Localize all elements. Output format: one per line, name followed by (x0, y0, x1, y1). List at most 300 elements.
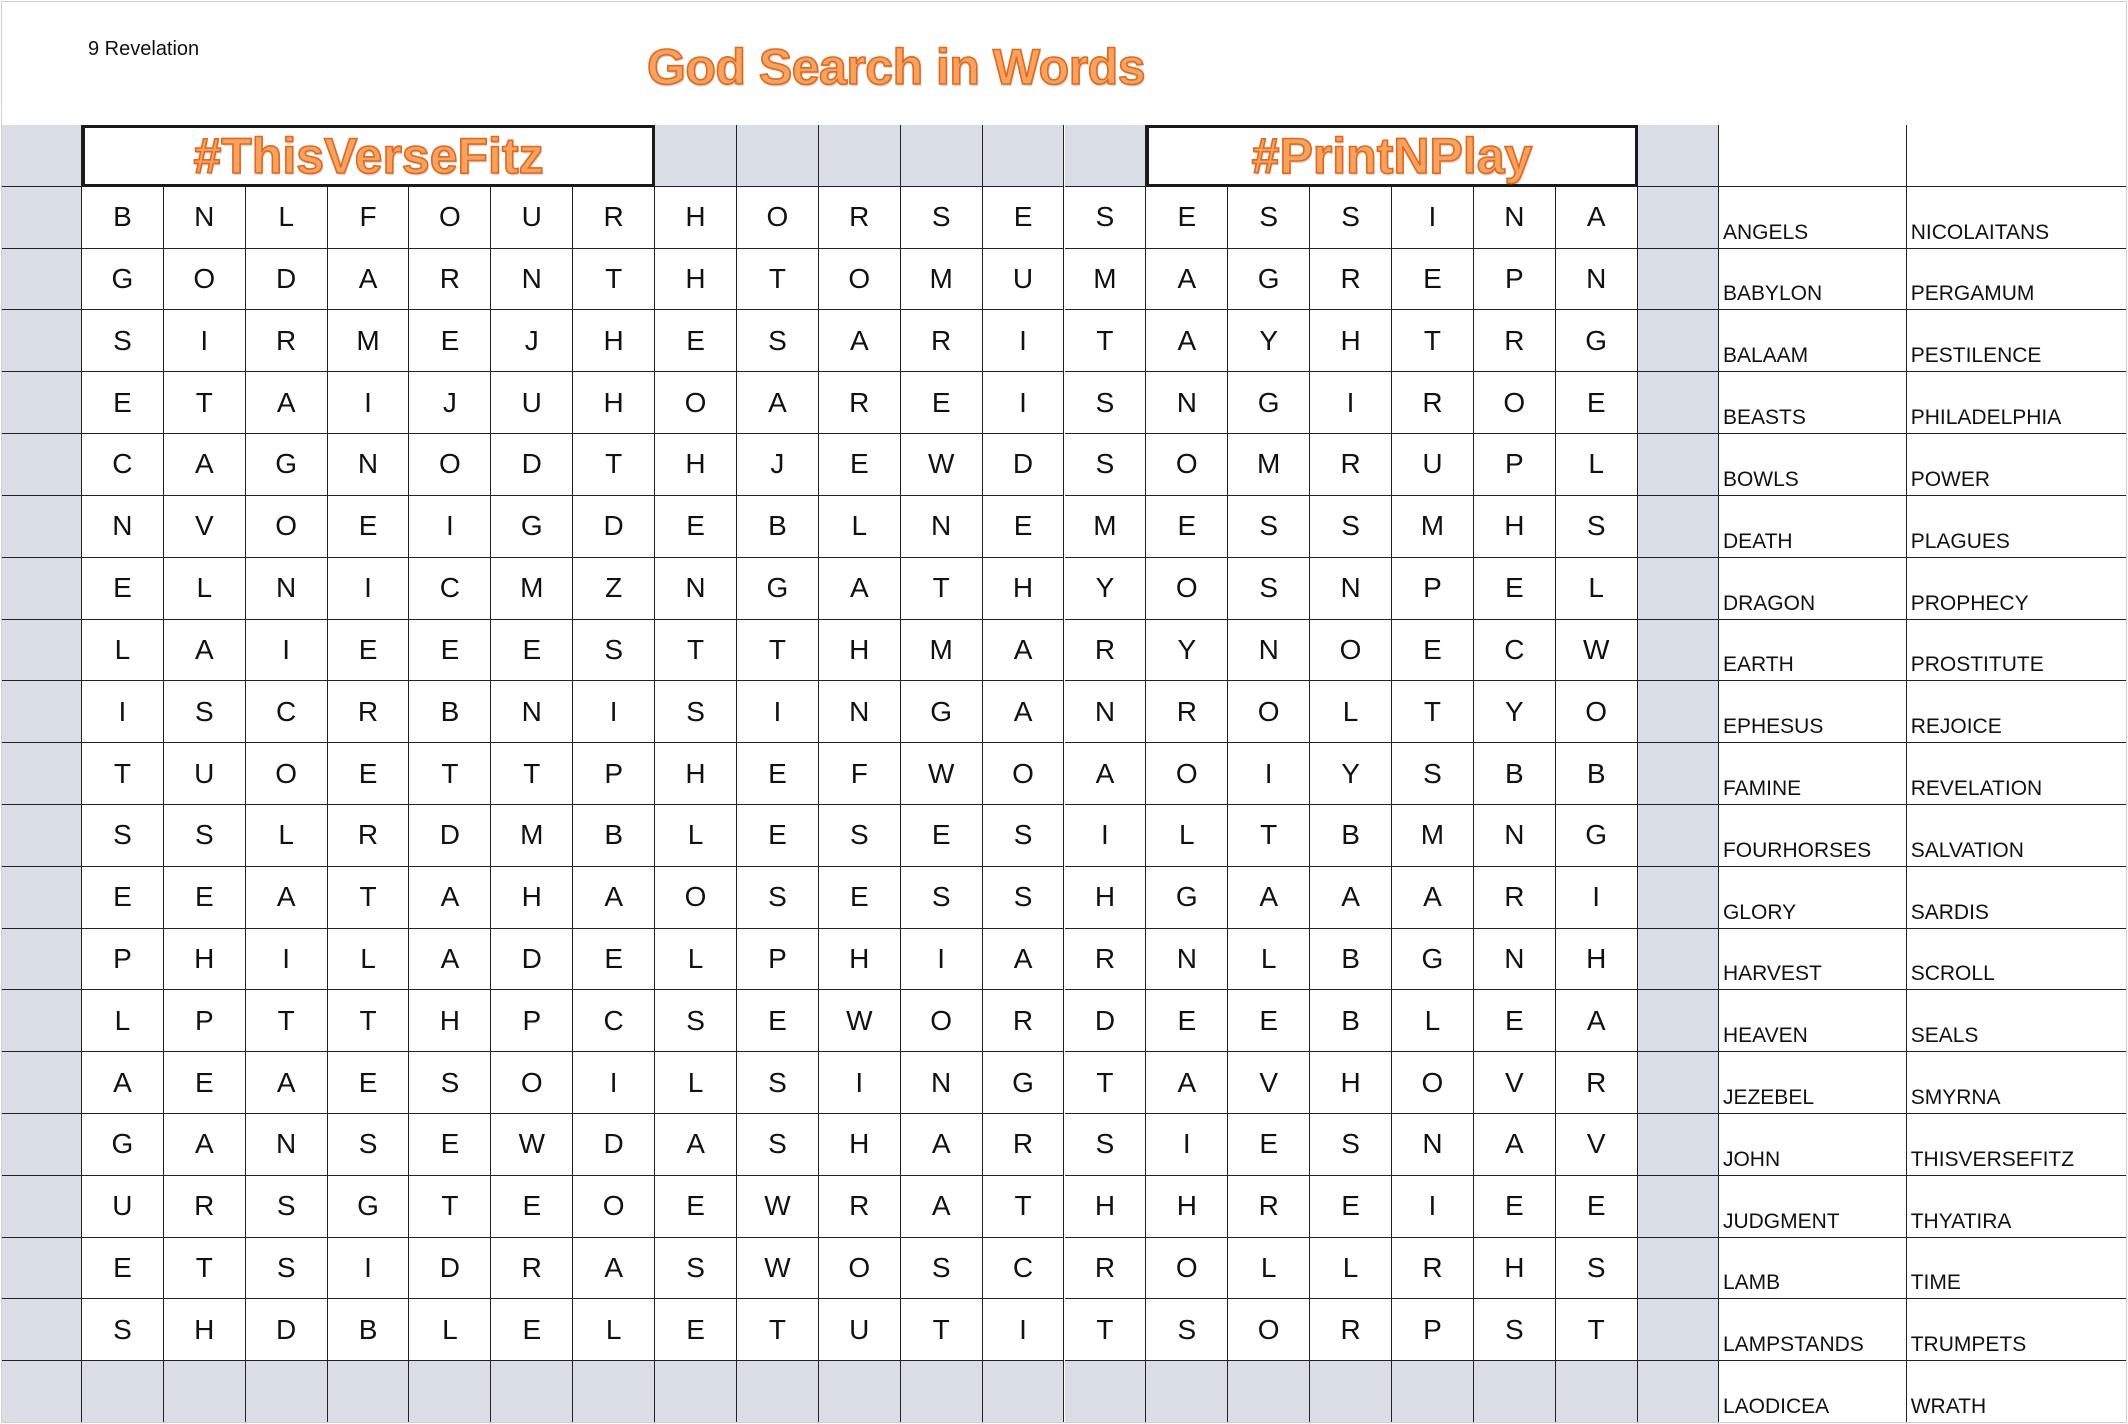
footer-cell (1474, 1361, 1556, 1423)
letter-cell: I (1310, 372, 1392, 434)
letter-cell: N (1146, 372, 1228, 434)
letter-cell: T (1065, 1052, 1147, 1114)
letter-cell: S (1228, 496, 1310, 558)
letter-cell: C (409, 558, 491, 620)
letter-cell: N (1146, 929, 1228, 991)
letter-cell: Y (1228, 310, 1310, 372)
letter-cell: B (1310, 929, 1392, 991)
letter-cell: M (1065, 496, 1147, 558)
letter-cell: M (1392, 805, 1474, 867)
letter-cell: R (819, 372, 901, 434)
footer-cell (573, 1361, 655, 1423)
letter-cell: B (737, 496, 819, 558)
letter-cell: O (1228, 1299, 1310, 1361)
row-edge-cell (1638, 558, 1719, 620)
letter-cell: O (246, 743, 328, 805)
letter-cell: H (1310, 1052, 1392, 1114)
letter-cell: G (246, 434, 328, 496)
letter-cell: J (737, 434, 819, 496)
letter-cell: U (491, 187, 573, 249)
letter-cell: E (409, 310, 491, 372)
letter-cell: E (1556, 372, 1638, 434)
letter-cell: S (737, 867, 819, 929)
letter-cell: D (246, 1299, 328, 1361)
letter-cell: L (1310, 681, 1392, 743)
letter-cell: T (1065, 310, 1147, 372)
letter-cell: S (655, 990, 737, 1052)
letter-cell: V (1556, 1114, 1638, 1176)
letter-cell: S (1556, 1238, 1638, 1300)
row-edge-cell (1638, 743, 1719, 805)
letter-cell: C (983, 1238, 1065, 1300)
letter-cell: O (246, 496, 328, 558)
worksheet-page (1, 1, 2127, 1423)
letter-cell: E (491, 620, 573, 682)
footer-cell (491, 1361, 573, 1423)
word-list-item: EARTH (1722, 653, 1794, 677)
word-list-item: LAMB (1722, 1271, 1781, 1295)
letter-cell: R (1228, 1176, 1310, 1238)
letter-cell: H (1474, 496, 1556, 558)
letter-cell: I (983, 372, 1065, 434)
letter-cell: T (164, 1238, 246, 1300)
letter-cell: S (1474, 1299, 1556, 1361)
letter-cell: R (573, 187, 655, 249)
letter-cell: A (409, 867, 491, 929)
letter-cell: C (246, 681, 328, 743)
footer-cell (328, 1361, 410, 1423)
letter-cell: S (819, 805, 901, 867)
letter-cell: S (164, 805, 246, 867)
letter-cell: T (737, 1299, 819, 1361)
letter-cell: L (655, 805, 737, 867)
letter-cell: A (737, 372, 819, 434)
footer-cell (82, 1361, 164, 1423)
letter-cell: G (1392, 929, 1474, 991)
letter-cell: A (246, 1052, 328, 1114)
letter-cell: H (164, 929, 246, 991)
letter-cell: G (737, 558, 819, 620)
word-list-item: POWER (1910, 467, 1991, 491)
letter-cell: A (573, 1238, 655, 1300)
letter-cell: E (819, 434, 901, 496)
row-edge-cell (1638, 310, 1719, 372)
letter-cell: E (1392, 249, 1474, 311)
letter-cell: R (491, 1238, 573, 1300)
letter-cell: A (246, 867, 328, 929)
letter-cell: E (983, 187, 1065, 249)
letter-cell: G (1556, 805, 1638, 867)
letter-cell: H (1065, 867, 1147, 929)
letter-cell: O (164, 249, 246, 311)
letter-cell: R (1474, 310, 1556, 372)
letter-cell: E (328, 496, 410, 558)
letter-cell: L (328, 929, 410, 991)
row-edge-cell (1638, 372, 1719, 434)
word-list-item: PLAGUES (1910, 529, 2010, 553)
row-edge-cell (2, 249, 82, 311)
letter-cell: I (82, 681, 164, 743)
letter-cell: W (901, 743, 983, 805)
row-edge-cell (2, 125, 82, 187)
row-edge-cell (2, 1299, 82, 1361)
footer-cell (1146, 1361, 1228, 1423)
letter-cell: U (164, 743, 246, 805)
letter-cell: N (1474, 805, 1556, 867)
word-list-item: PROSTITUTE (1910, 653, 2044, 677)
letter-cell: N (1392, 1114, 1474, 1176)
letter-cell: R (1310, 1299, 1392, 1361)
letter-cell: S (1228, 558, 1310, 620)
letter-cell: D (573, 496, 655, 558)
word-list-item: LAMPSTANDS (1722, 1333, 1864, 1357)
letter-cell: S (1228, 187, 1310, 249)
letter-cell: E (82, 867, 164, 929)
letter-cell: W (491, 1114, 573, 1176)
letter-cell: O (409, 187, 491, 249)
word-list-item: REJOICE (1910, 715, 2002, 739)
word-list-item: THISVERSEFITZ (1910, 1147, 2075, 1171)
letter-cell: Z (573, 558, 655, 620)
footer-cell (819, 1361, 901, 1423)
row-edge-cell (2, 372, 82, 434)
letter-cell: I (328, 1238, 410, 1300)
letter-cell: N (491, 249, 573, 311)
row-edge-cell (2, 681, 82, 743)
letter-cell: T (246, 990, 328, 1052)
letter-cell: O (1146, 558, 1228, 620)
row-edge-cell (2, 743, 82, 805)
letter-cell: T (1556, 1299, 1638, 1361)
letter-cell: R (1146, 681, 1228, 743)
letter-cell: U (491, 372, 573, 434)
letter-cell: H (983, 558, 1065, 620)
letter-cell: E (573, 929, 655, 991)
word-list-item: PROPHECY (1910, 591, 2029, 615)
letter-cell: C (573, 990, 655, 1052)
row-edge-cell (1638, 1299, 1719, 1361)
letter-cell: S (655, 681, 737, 743)
letter-cell: R (1474, 867, 1556, 929)
letter-cell: L (164, 558, 246, 620)
letter-cell: T (983, 1176, 1065, 1238)
letter-cell: J (409, 372, 491, 434)
letter-cell: S (409, 1052, 491, 1114)
letter-cell: S (1065, 187, 1147, 249)
letter-cell: U (983, 249, 1065, 311)
letter-cell: H (164, 1299, 246, 1361)
letter-cell: H (819, 929, 901, 991)
word-list-item: TRUMPETS (1910, 1333, 2027, 1357)
letter-cell: T (1065, 1299, 1147, 1361)
letter-cell: A (328, 249, 410, 311)
letter-cell: R (983, 990, 1065, 1052)
letter-cell: I (328, 558, 410, 620)
letter-cell: E (1474, 558, 1556, 620)
row-edge-cell (2, 187, 82, 249)
footer-cell (655, 1361, 737, 1423)
letter-cell: H (1146, 1176, 1228, 1238)
hashtag-print-n-play: #PrintNPlay (1146, 125, 1637, 187)
letter-cell: L (1228, 1238, 1310, 1300)
letter-cell: O (655, 372, 737, 434)
letter-cell: T (655, 620, 737, 682)
letter-cell: O (491, 1052, 573, 1114)
letter-cell: A (1146, 310, 1228, 372)
letter-cell: G (1556, 310, 1638, 372)
letter-cell: L (82, 990, 164, 1052)
letter-cell: U (82, 1176, 164, 1238)
row-edge-cell (2, 929, 82, 991)
row-edge-cell (2, 867, 82, 929)
letter-cell: S (1310, 1114, 1392, 1176)
letter-cell: S (246, 1238, 328, 1300)
letter-cell: A (1474, 1114, 1556, 1176)
letter-cell: A (1556, 187, 1638, 249)
footer-cell (1065, 1361, 1147, 1423)
letter-cell: Y (1065, 558, 1147, 620)
letter-cell: R (983, 1114, 1065, 1176)
letter-cell: E (1228, 990, 1310, 1052)
header-cell (983, 125, 1065, 187)
letter-cell: T (1228, 805, 1310, 867)
letter-cell: D (409, 805, 491, 867)
letter-cell: H (819, 1114, 901, 1176)
letter-cell: S (1065, 1114, 1147, 1176)
letter-cell: S (901, 187, 983, 249)
hashtag-this-verse-fitz: #ThisVerseFitz (82, 125, 655, 187)
letter-cell: N (1474, 929, 1556, 991)
letter-cell: N (655, 558, 737, 620)
letter-cell: S (1310, 187, 1392, 249)
letter-cell: I (901, 929, 983, 991)
letter-cell: R (246, 310, 328, 372)
letter-cell: T (164, 372, 246, 434)
letter-cell: A (983, 681, 1065, 743)
letter-cell: H (655, 743, 737, 805)
letter-cell: E (328, 1052, 410, 1114)
letter-cell: O (1146, 743, 1228, 805)
letter-cell: G (82, 249, 164, 311)
row-edge-cell (1638, 1361, 1719, 1423)
letter-cell: E (1556, 1176, 1638, 1238)
letter-cell: E (491, 1176, 573, 1238)
letter-cell: O (1310, 620, 1392, 682)
letter-cell: R (901, 310, 983, 372)
letter-cell: A (573, 867, 655, 929)
letter-cell: H (1310, 310, 1392, 372)
letter-cell: H (573, 310, 655, 372)
row-edge-cell (2, 1176, 82, 1238)
letter-cell: P (1392, 1299, 1474, 1361)
letter-cell: N (246, 1114, 328, 1176)
letter-cell: E (655, 1299, 737, 1361)
word-list-item: GLORY (1722, 900, 1797, 924)
letter-cell: S (983, 867, 1065, 929)
letter-cell: E (1474, 990, 1556, 1052)
letter-cell: E (983, 496, 1065, 558)
letter-cell: A (1392, 867, 1474, 929)
letter-cell: A (655, 1114, 737, 1176)
word-list-item: JOHN (1722, 1147, 1781, 1171)
letter-cell: S (246, 1176, 328, 1238)
header-cell (901, 125, 983, 187)
word-list-item: NICOLAITANS (1910, 220, 2050, 244)
word-list-item: BABYLON (1722, 282, 1823, 306)
letter-cell: R (409, 249, 491, 311)
letter-cell: E (409, 620, 491, 682)
letter-cell: L (409, 1299, 491, 1361)
letter-cell: P (1392, 558, 1474, 620)
letter-cell: S (983, 805, 1065, 867)
letter-cell: E (82, 558, 164, 620)
letter-cell: E (655, 1176, 737, 1238)
letter-cell: A (1065, 743, 1147, 805)
letter-cell: O (409, 434, 491, 496)
letter-cell: P (491, 990, 573, 1052)
letter-cell: E (491, 1299, 573, 1361)
row-edge-cell (1638, 867, 1719, 929)
letter-cell: S (1392, 743, 1474, 805)
letter-cell: A (1146, 1052, 1228, 1114)
letter-cell: T (737, 620, 819, 682)
footer-cell (983, 1361, 1065, 1423)
letter-cell: S (655, 1238, 737, 1300)
word-list-item: JEZEBEL (1722, 1086, 1815, 1110)
word-list-item: DRAGON (1722, 591, 1816, 615)
letter-cell: H (655, 249, 737, 311)
row-edge-cell (1638, 1176, 1719, 1238)
letter-cell: H (409, 990, 491, 1052)
letter-cell: C (1474, 620, 1556, 682)
letter-cell: E (737, 805, 819, 867)
letter-cell: E (164, 867, 246, 929)
letter-cell: V (164, 496, 246, 558)
word-list-item: BEASTS (1722, 406, 1806, 430)
letter-cell: S (1065, 434, 1147, 496)
word-list-item: TIME (1910, 1271, 1961, 1295)
letter-cell: A (1310, 867, 1392, 929)
letter-cell: Y (1474, 681, 1556, 743)
letter-cell: S (737, 310, 819, 372)
footer-cell (901, 1361, 983, 1423)
letter-cell: D (246, 249, 328, 311)
row-edge-cell (2, 990, 82, 1052)
row-edge-cell (1638, 434, 1719, 496)
row-edge-cell (1638, 805, 1719, 867)
footer-cell (737, 1361, 819, 1423)
word-list-item: EPHESUS (1722, 715, 1824, 739)
row-edge-cell (2, 1114, 82, 1176)
letter-cell: U (819, 1299, 901, 1361)
letter-cell: R (1065, 1238, 1147, 1300)
word-list-item: SCROLL (1910, 962, 1995, 986)
letter-cell: E (1146, 187, 1228, 249)
letter-cell: G (82, 1114, 164, 1176)
letter-cell: H (1065, 1176, 1147, 1238)
letter-cell: R (1310, 249, 1392, 311)
letter-cell: S (901, 1238, 983, 1300)
letter-cell: N (164, 187, 246, 249)
letter-cell: O (655, 867, 737, 929)
letter-cell: T (573, 249, 655, 311)
letter-cell: I (246, 929, 328, 991)
letter-cell: E (164, 1052, 246, 1114)
letter-cell: O (901, 990, 983, 1052)
header-cell (819, 125, 901, 187)
letter-cell: O (737, 187, 819, 249)
word-list-item: ANGELS (1722, 220, 1809, 244)
row-edge-cell (2, 310, 82, 372)
footer-cell (1556, 1361, 1638, 1423)
row-edge-cell (2, 1361, 82, 1423)
letter-cell: N (82, 496, 164, 558)
letter-cell: E (737, 990, 819, 1052)
footer-cell (1228, 1361, 1310, 1423)
letter-cell: I (1146, 1114, 1228, 1176)
letter-cell: I (983, 1299, 1065, 1361)
letter-cell: T (901, 1299, 983, 1361)
letter-cell: R (1310, 434, 1392, 496)
word-list-item: BOWLS (1722, 467, 1799, 491)
letter-cell: P (573, 743, 655, 805)
letter-cell: E (328, 743, 410, 805)
row-edge-cell (1638, 929, 1719, 991)
letter-cell: S (328, 1114, 410, 1176)
letter-cell: D (409, 1238, 491, 1300)
letter-cell: L (819, 496, 901, 558)
word-list-item: PERGAMUM (1910, 282, 2035, 306)
page-title: God Search in Words (647, 39, 1145, 95)
letter-cell: L (655, 929, 737, 991)
letter-cell: S (737, 1052, 819, 1114)
letter-cell: H (1556, 929, 1638, 991)
letter-cell: T (901, 558, 983, 620)
letter-cell: T (737, 249, 819, 311)
letter-cell: E (655, 496, 737, 558)
footer-cell (1310, 1361, 1392, 1423)
sheet-label: 9 Revelation (88, 38, 200, 60)
letter-cell: A (1228, 867, 1310, 929)
letter-cell: E (1474, 1176, 1556, 1238)
letter-cell: I (737, 681, 819, 743)
word-list-item: BALAAM (1722, 344, 1809, 368)
letter-cell: T (409, 1176, 491, 1238)
letter-cell: S (573, 620, 655, 682)
row-edge-cell (1638, 681, 1719, 743)
row-edge-cell (1638, 249, 1719, 311)
letter-cell: T (409, 743, 491, 805)
letter-cell: H (655, 187, 737, 249)
letter-cell: G (1228, 249, 1310, 311)
letter-cell: R (1065, 929, 1147, 991)
letter-cell: A (901, 1176, 983, 1238)
letter-cell: R (819, 187, 901, 249)
letter-cell: E (1146, 496, 1228, 558)
footer-cell (246, 1361, 328, 1423)
letter-cell: S (164, 681, 246, 743)
header-cell (655, 125, 737, 187)
letter-cell: M (1065, 249, 1147, 311)
word-list-item: LAODICEA (1722, 1395, 1830, 1419)
letter-cell: O (1392, 1052, 1474, 1114)
row-edge-cell (1638, 1238, 1719, 1300)
letter-cell: L (573, 1299, 655, 1361)
letter-cell: I (983, 310, 1065, 372)
letter-cell: M (901, 249, 983, 311)
letter-cell: H (655, 434, 737, 496)
letter-cell: L (246, 805, 328, 867)
